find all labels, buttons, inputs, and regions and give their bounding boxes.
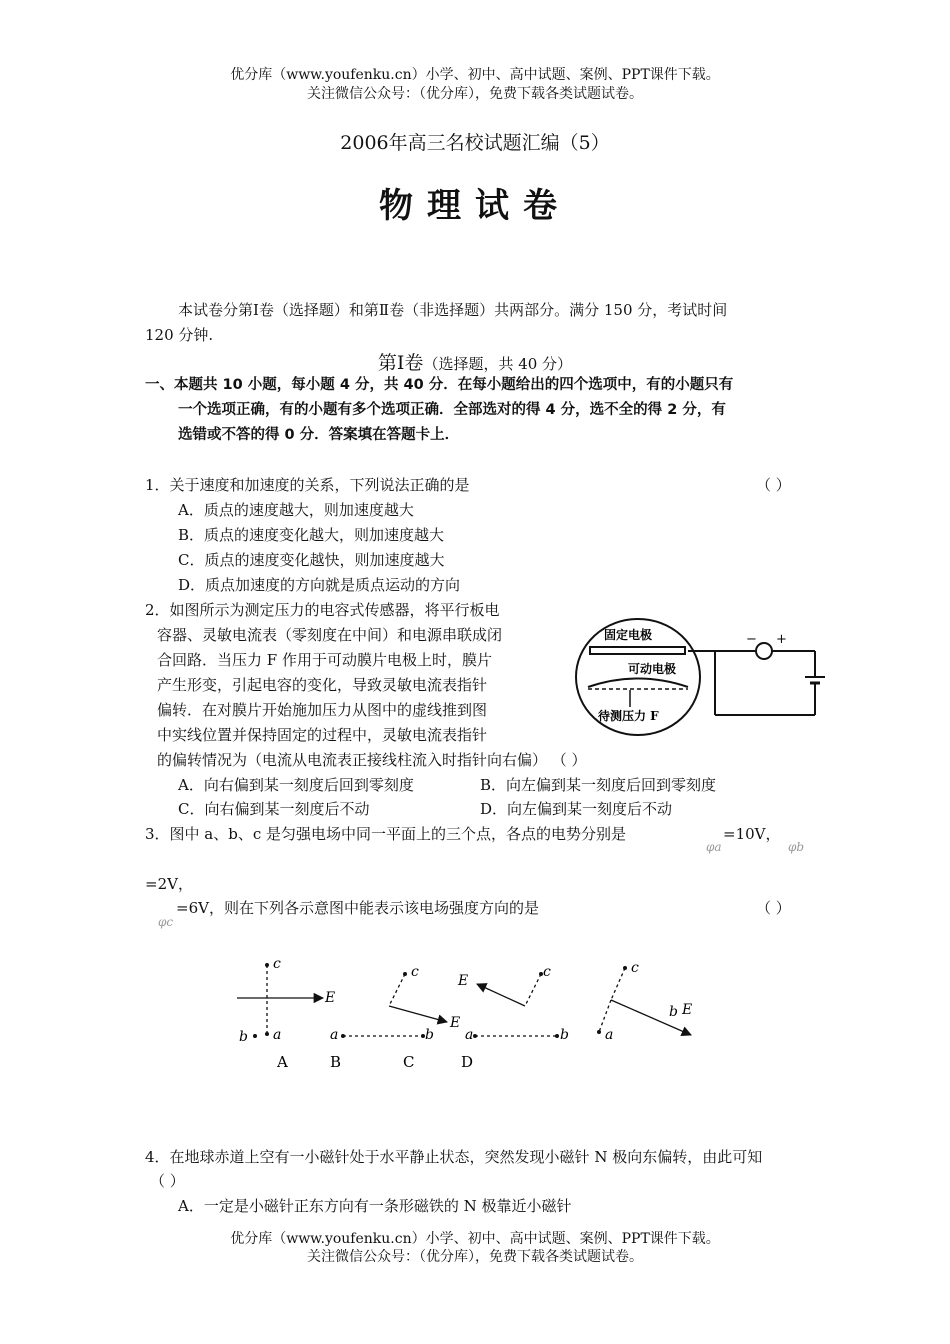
option-label-d: D (461, 1053, 474, 1071)
phi-b-symbol: φb (788, 840, 805, 854)
q2-option-a: A．向右偏到某一刻度后回到零刻度 (178, 776, 414, 794)
option-label-c: C (403, 1053, 415, 1071)
q4-option-a: A．一定是小磁针正东方向有一条形磁铁的 N 极靠近小磁针 (178, 1197, 572, 1215)
q2-line-4: 产生形变，引起电容的变化，导致灵敏电流表指针 (157, 676, 488, 694)
point-a (341, 1034, 345, 1038)
phi-c-symbol: φc (158, 915, 174, 929)
q2-option-c: C．向右偏到某一刻度后不动 (178, 800, 370, 818)
option-label-b: B (330, 1053, 342, 1071)
q3-phi-a-value: =10V， (723, 825, 781, 843)
q3-phi-c-value: =6V，则在下列各示意图中能表示该电场强度方向的是 (176, 899, 539, 917)
q3-answer-paren: （ ） (756, 899, 791, 917)
q4-answer-paren: （ ） (150, 1172, 185, 1190)
point-a (473, 1034, 477, 1038)
subtitle: 2006年高三名校试题汇编（5） (340, 132, 610, 154)
q1-option-a: A．质点的速度越大，则加速度越大 (178, 501, 414, 519)
instruction-line-1: 一、本题共 10 小题，每小题 4 分，共 40 分．在每小题给出的四个选项中，有的小题只有 (145, 377, 734, 393)
q1-option-d: D．质点加速度的方向就是质点运动的方向 (178, 576, 461, 594)
field-arrow (477, 984, 525, 1006)
footer-line-2: 关注微信公众号：（优分库），免费下载各类试题试卷。 (307, 1249, 643, 1265)
label-c: c (273, 956, 281, 972)
point-c (265, 963, 269, 967)
label-fixed-electrode: 固定电极 (604, 628, 653, 642)
label-E: E (325, 990, 336, 1006)
field-arrow (611, 1000, 691, 1035)
point-c (403, 972, 407, 976)
option-label-a: A (277, 1053, 288, 1071)
instruction-line-3: 选错或不答的得 0 分．答案填在答题卡上． (178, 427, 460, 443)
field-direction-figure (225, 950, 705, 1075)
q3-phi-b-value: =2V， (145, 875, 193, 893)
point-c (623, 966, 627, 970)
section-heading (0, 348, 950, 375)
point-a (597, 1030, 601, 1034)
label-movable-electrode: 可动电极 (628, 662, 677, 676)
page-title: 物理试卷 (379, 186, 571, 226)
point-b (555, 1034, 559, 1038)
dashed-line (525, 974, 541, 1006)
q1-answer-paren: （ ） (756, 476, 791, 494)
dashed-line (389, 974, 405, 1006)
label-E: E (450, 1015, 461, 1031)
galvanometer-plus: + (776, 632, 787, 647)
dashed-line (611, 968, 625, 1000)
section-heading-note: （选择题，共 40 分） (423, 355, 573, 373)
intro-line-1: 本试卷分第Ⅰ卷（选择题）和第Ⅱ卷（非选择题）共两部分。满分 150 分，考试时间 (178, 301, 728, 319)
phi-a-symbol: φa (706, 840, 722, 854)
footer-line-1: 优分库（www.youfenku.cn）小学、初中、高中试题、案例、PPT课件下载。 (230, 1231, 720, 1247)
q1-option-c: C．质点的速度变化越快，则加速度越大 (178, 551, 445, 569)
label-b: b (425, 1027, 434, 1043)
q2-line-6: 中实线位置并保持固定的过程中，灵敏电流表指针 (157, 726, 488, 744)
q2-line-3: 合回路．当压力 F 作用于可动膜片电极上时，膜片 (157, 651, 492, 669)
diagram-a (237, 956, 335, 1045)
diagram-b (330, 964, 460, 1043)
galvanometer-minus: − (746, 632, 757, 647)
label-b: b (560, 1027, 569, 1043)
label-b: b (239, 1029, 248, 1045)
q1-option-b: B．质点的速度变化越大，则加速度越大 (178, 526, 445, 544)
section-heading-main: 第Ⅰ卷 (377, 352, 424, 374)
q2-option-b: B．向左偏到某一刻度后回到零刻度 (480, 776, 717, 794)
label-E: E (682, 1002, 693, 1018)
instruction-line-2: 一个选项正确，有的小题有多个选项正确．全部选对的得 4 分，选不全的得 2 分，有 (178, 402, 726, 418)
diagram-c (457, 964, 569, 1043)
label-c: c (543, 964, 551, 980)
q4-stem: 4．在地球赤道上空有一小磁针处于水平静止状态，突然发现小磁针 N 极向东偏转，由此可知 (145, 1148, 763, 1166)
label-a: a (273, 1027, 282, 1043)
label-c: c (411, 964, 419, 980)
q2-line-2: 容器、灵敏电流表（零刻度在中间）和电源串联成闭 (157, 626, 503, 644)
label-a: a (605, 1027, 614, 1043)
label-c: c (631, 960, 639, 976)
q1-stem: 1．关于速度和加速度的关系，下列说法正确的是 (145, 476, 470, 494)
point-b (253, 1034, 257, 1038)
pressure-sensor-figure (570, 615, 840, 740)
fixed-electrode (590, 647, 685, 654)
intro-line-2: 120 分钟. (145, 326, 214, 344)
header-line-2: 关注微信公众号：（优分库），免费下载各类试题试卷。 (307, 86, 643, 102)
label-b: b (669, 1004, 678, 1020)
field-arrow (389, 1006, 447, 1022)
q2-line-7: 的偏转情况为（电流从电流表正接线柱流入时指针向右偏） （ ） (157, 751, 587, 769)
label-force: 待测压力 F (598, 709, 659, 723)
label-E: E (458, 973, 469, 989)
galvanometer-icon (756, 643, 772, 659)
q3-line-1: 3．图中 a、b、c 是匀强电场中同一平面上的三个点，各点的电势分别是 (145, 825, 627, 843)
point-a (265, 1032, 269, 1036)
q2-option-d: D．向左偏到某一刻度后不动 (480, 800, 673, 818)
diagram-d (597, 960, 692, 1043)
label-a: a (465, 1027, 474, 1043)
label-a: a (330, 1027, 339, 1043)
header-line-1: 优分库（www.youfenku.cn）小学、初中、高中试题、案例、PPT课件下载。 (230, 67, 720, 83)
q2-line-5: 偏转．在对膜片开始施加压力从图中的虚线推到图 (157, 701, 488, 719)
movable-membrane (588, 679, 688, 688)
q2-line-1: 2．如图所示为测定压力的电容式传感器，将平行板电 (145, 601, 500, 619)
